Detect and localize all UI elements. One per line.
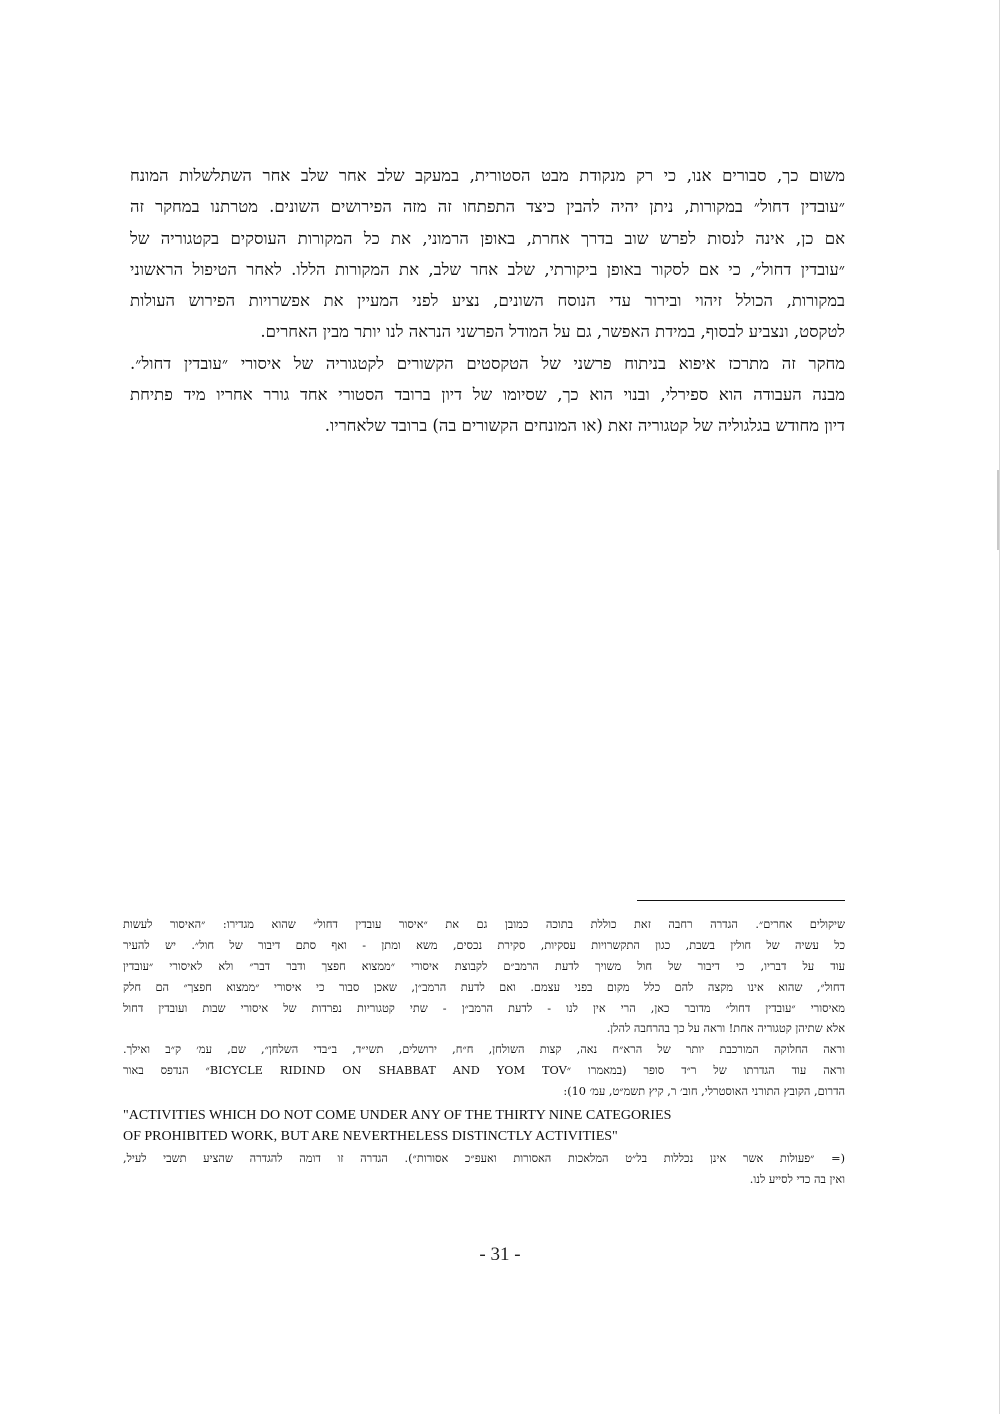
text-line: דיון מחודש בגלגוליה של קטגוריה זאת (או המונחים הקשורים בה) ברובד שלאחריו. xyxy=(324,416,845,436)
footnote-line: דחול״, שהוא אינו מקצה להם כלל מקום בפני עצמם. ואם לדעת הרמב״ן, שאכן סבור כי איסורי ״ממצוא חפצך״ הם חלק xyxy=(123,980,845,994)
footnote-separator xyxy=(637,900,845,901)
footnote-line: אלא שתיהן קטגוריה אחת! וראה על כך בהרחבה להלן. xyxy=(606,1022,845,1036)
text-line: אם כן, אינה לנסות לפרש שוב בדרך אחרת, באופן הרמוני, את כל המקורות העוסקים בקטגוריה של xyxy=(130,228,845,248)
footnote-line: כל עשיה של חולין בשבת, כגון התקשרויות עסקיות, סקירת נכסים, משא ומתן - ואף סתם דיבור של חול״. יש להעיר xyxy=(123,938,845,952)
footnote-line: הדרום, הקובץ התורני האוסטרלי, חוב׳ ר, קיץ תשמ״ט, עמ׳ 10): xyxy=(563,1085,845,1099)
footnote-line: ואין בה כדי לסייע לנו. xyxy=(749,1172,845,1186)
footnote-line: שיקולים אחרים״. הגדרה רחבה זאת כוללת בתוכה כמובן גם את ״איסור עובדין דחול״ שהוא מגדירו: ״האיסור לעשות xyxy=(123,918,845,931)
footnote-line: וראה עוד הגדרתו של ר״ד סופר (במאמרו ״BICYCLE RIDIND ON SHABBAT AND YOM TOV״ הנדפס באור xyxy=(123,1064,845,1078)
footnote-english-quote-line: "ACTIVITIES WHICH DO NOT COME UNDER ANY OF THE THIRTY NINE CATEGORIES xyxy=(123,1108,672,1124)
page-number: - 31 - xyxy=(479,1244,521,1265)
main-text-block xyxy=(130,160,845,442)
footnote-line: עוד על דבריו, כי דיבור של חול משויך לדעת הרמב״ם לקבוצת איסורי ״ממצוא חפצך ודבר דבר״ ולא לאיסורי ״עובדין xyxy=(123,959,845,973)
footnote-line: וראה החלוקה המורכבת יותר של הרא״ח נאה, קצות השולחן, ח״ח, ירושלים, תשי״ד, ב״בדי השלחן״, שם, עמ׳ ק״ב ואילך. xyxy=(123,1043,845,1057)
footnote-line: מאיסורי ״עובדין דחול״ מדובר כאן, הרי אין לנו - לדעת הרמב״ן - שתי קטגוריות נפרדות של איסורי שבות ועובדין דחול xyxy=(123,1001,845,1015)
text-line: משום כך, סבורים אנו, כי רק מנקודת מבט הסטורית, במעקב שלב אחר שלב אחר השתלשלות המונח xyxy=(130,166,845,185)
text-line: במקורות, הכולל זיהוי ובירור עדי הנוסח השונים, נציע לפני המעיין את אפשרויות הפירוש העולות xyxy=(130,291,845,311)
text-line: ״עובדין דחול״, כי אם לסקור באופן ביקורתי, שלב אחר שלב, את המקורות הללו. לאחר הטיפול הראשוני xyxy=(130,259,845,279)
text-line: ״עובדין דחול״ במקורות, ניתן יהיה להבין כיצד התפתחו זה מזה הפירושים השונים. מטרתנו במחקר זה xyxy=(130,197,845,217)
footnote-line: (= ״פעולות אשר אינן נכללות בל״ט המלאכות האסורות ואעפ״כ אסורות״). הגדרה זו דומה להגדרה שהציע תשבי לעיל, xyxy=(123,1152,845,1166)
footnotes-block xyxy=(123,915,845,1191)
scan-mark xyxy=(997,470,999,550)
text-line: מבנה העבודה הוא ספירלי, ובנוי הוא כך, שסיומו של דיון ברובד הסטורי אחד גורר אחריו מיד פתיחת xyxy=(130,385,845,405)
text-line: לטקסט, ונצביע לבסוף, במידת האפשר, גם על המודל הפרשני הנראה לנו יותר מבין האחרים. xyxy=(260,322,845,342)
text-line: מחקר זה מתרכז איפוא בניתוח פרשני של הטקסטים הקשורים לקטגוריה של איסורי ״עובדין דחול״. xyxy=(130,353,845,373)
footnote-english-quote-line: OF PROHIBITED WORK, BUT ARE NEVERTHELESS DISTINCTLY ACTIVITIES" xyxy=(123,1129,618,1145)
